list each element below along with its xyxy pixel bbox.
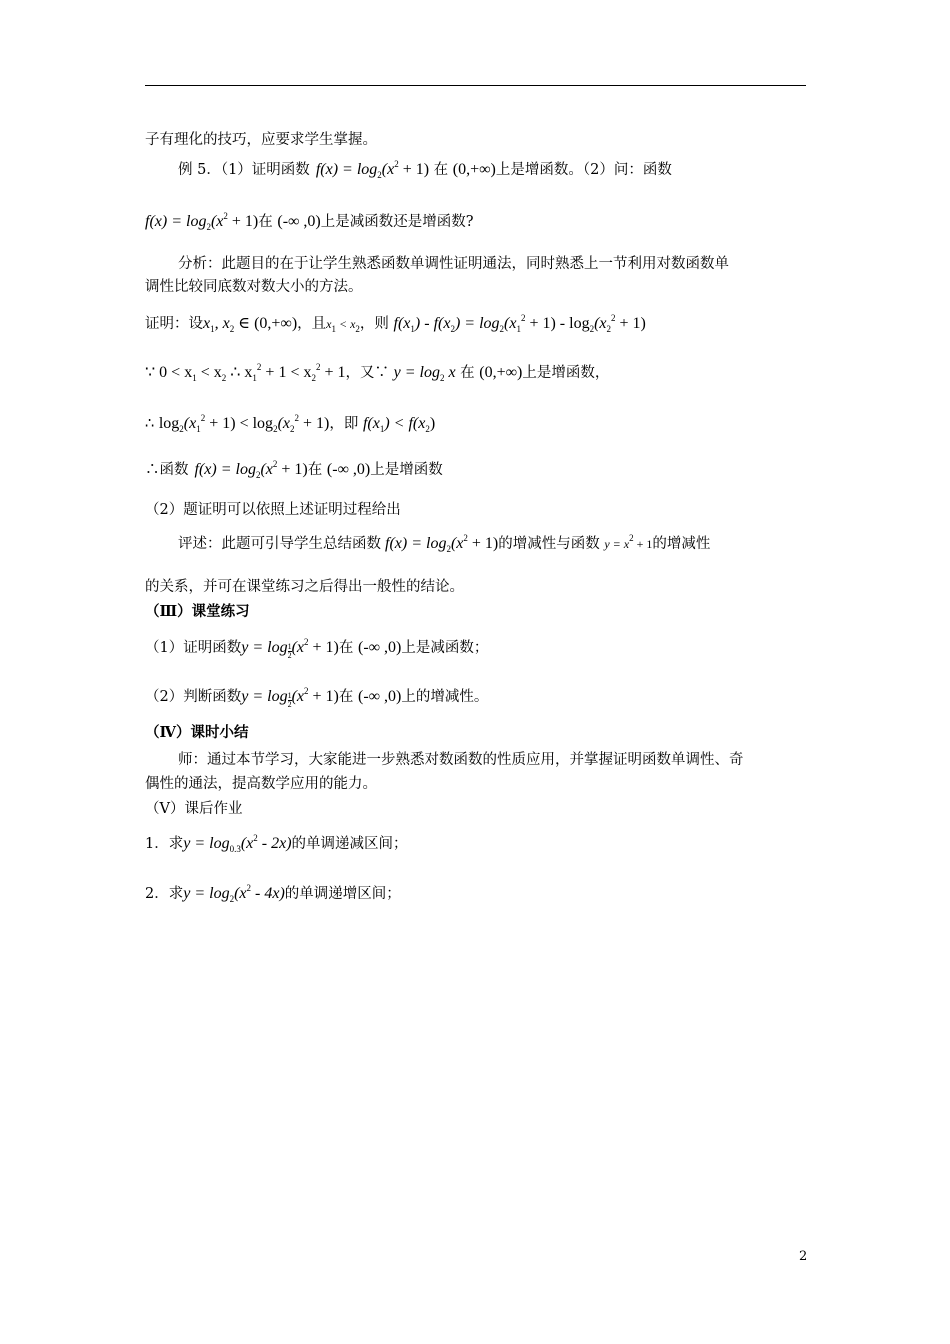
homework-2: 2．求$y = \log_2(x^2 - 4x)$的单调递增区间； xyxy=(145,883,401,904)
proof-line-2: ∵ $0 < x_1 < x_2$ ∴ $x_1^2 + 1 < x_2^2 + 1$，又∵ $y = \log_2 x$ 在 (0,+∞)上是增函数， xyxy=(145,362,610,383)
section-heading: （V）课后作业 xyxy=(145,801,243,817)
exercise-2: （2）判断函数y = log $\frac{1}{2}$ $(x^2 + 1)$在 (-∞ ,0)上的增减性。 xyxy=(145,686,489,709)
analysis-line: 分析：此题目的在于让学生熟悉函数单调性证明通法，同时熟悉上一节利用对数函数单 xyxy=(178,256,729,272)
text-line: （2）题证明可以依照上述证明过程给出 xyxy=(145,502,401,518)
text-line: 子有理化的技巧，应要求学生掌握。 xyxy=(145,132,377,148)
analysis-line-2: 调性比较同底数对数大小的方法。 xyxy=(145,279,363,295)
section-heading: （Ⅳ）课时小结 xyxy=(145,724,249,741)
comment-line: 评述：此题可引导学生总结函数 $f(x) = \log_2(x^2 + 1)$的增减性与函数 $y = x^2 + 1$的增减性 xyxy=(178,533,711,554)
page-number: 2 xyxy=(799,1249,808,1264)
summary-line-2: 偶性的通法，提高数学应用的能力。 xyxy=(145,776,377,792)
text-line: 的关系，并可在课堂练习之后得出一般性的结论。 xyxy=(145,579,464,595)
summary-line: 师：通过本节学习，大家能进一步熟悉对数函数的性质应用，并掌握证明函数单调性、奇 xyxy=(178,752,744,768)
section-heading: （Ⅲ）课堂练习 xyxy=(145,603,250,620)
exercise-1: （1）证明函数y = log $\frac{1}{2}$ $(x^2 + 1)$在 (-∞ ,0)上是减函数； xyxy=(145,637,489,660)
header-rule xyxy=(145,85,806,86)
proof-line-3: ∴ $\log_2(x_1^2 + 1) < \log_2(x_2^2 + 1)$，即 $f(x_1) < f(x_2)$ xyxy=(145,413,436,434)
proof-line: 证明：设$x_1$, $x_2$ ∈ (0,+∞)，且$x_1 < x_2$，则 $f(x_1) - f(x_2) = \log_2(x_1^2 + 1) - \log_2(x_2^2 + 1)$ xyxy=(145,313,646,334)
homework-1: 1．求$y = \log_{0.3}(x^2 - 2x)$的单调递减区间； xyxy=(145,833,408,854)
formula-line: $f(x) = \log_2(x^2 + 1)$在 (-∞ ,0)上是减函数还是增函数? xyxy=(145,211,474,232)
example-5-line: 例 5．（1）证明函数 $f(x) = \log_2(x^2 + 1)$ 在 (0,+∞)上是增函数。（2）问：函数 xyxy=(178,159,672,180)
proof-conclusion: ∴函数 $f(x) = \log_2(x^2 + 1)$在 (-∞ ,0)上是增函数 xyxy=(145,459,443,480)
